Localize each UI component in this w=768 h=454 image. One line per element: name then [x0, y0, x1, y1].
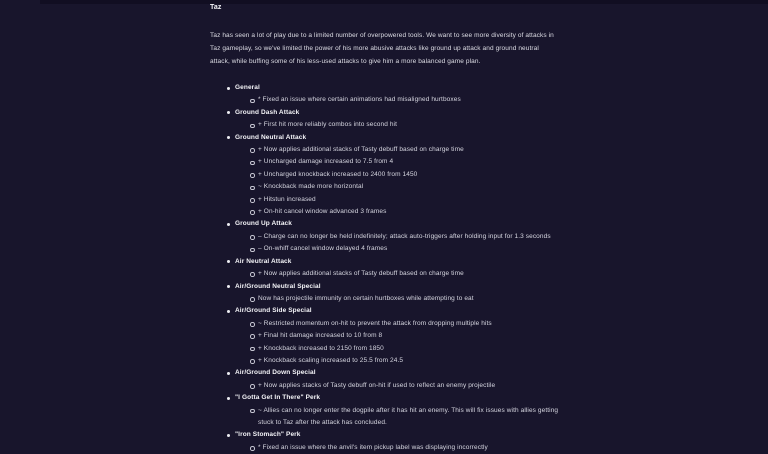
section-sublist [235, 268, 559, 280]
change-item [258, 330, 559, 342]
change-text: * Fixed an issue where the anvil's item pickup label was displaying incorrectly [258, 443, 488, 451]
change-text: + Now applies additional stacks of Tasty debuff based on charge time [258, 270, 464, 278]
section-item [235, 429, 559, 454]
change-text: * Fixed an issue where certain animations had misaligned hurtboxes [258, 96, 461, 104]
section-sublist [235, 231, 559, 256]
section-title: Ground Up Attack [235, 220, 292, 228]
section-item [235, 392, 559, 429]
section-title: Air/Ground Neutral Special [235, 282, 321, 290]
change-item [258, 169, 559, 181]
change-text: – Charge can no longer be held indefinitely; attack auto-triggers after holding input for 1.3 seconds [258, 232, 551, 240]
section-item [235, 256, 559, 281]
character-heading: Taz [210, 4, 222, 11]
changes-list [210, 82, 559, 454]
change-item [258, 194, 559, 206]
change-item [258, 442, 559, 454]
change-text: + Hitstun increased [258, 195, 316, 203]
section-sublist [235, 380, 559, 392]
section-sublist [235, 94, 559, 106]
section-title: "I Gotta Get In There" Perk [235, 394, 321, 402]
change-item [258, 318, 559, 330]
section-title: Ground Dash Attack [235, 108, 300, 116]
section-item [235, 281, 559, 306]
change-item [258, 156, 559, 168]
change-item [258, 94, 559, 106]
intro-paragraph: Taz has seen a lot of play due to a limited number of overpowered tools. We want to see more diversity of attacks in Taz gameplay, so we've limited the power of his more abusive attacks like ground up attack and ground neutral attack, while buffing some of his less-used attacks to give him a more balanced game plan. [210, 32, 554, 65]
section-item [235, 218, 559, 255]
section-item [235, 82, 559, 107]
section-sublist [235, 442, 559, 454]
section-title: Air/Ground Side Special [235, 307, 312, 315]
section-title: General [235, 84, 260, 91]
change-text: + Uncharged knockback increased to 2400 from 1450 [258, 170, 418, 178]
section-sublist [235, 318, 559, 368]
change-text: ~ Restricted momentum on-hit to prevent the attack from dropping multiple hits [258, 319, 492, 327]
section-title: "Iron Stomach" Perk [235, 431, 301, 439]
change-item [258, 343, 559, 355]
change-item [258, 231, 559, 243]
change-text: + Now applies stacks of Tasty debuff on-hit if used to reflect an enemy projectile [258, 381, 496, 389]
section-sublist [235, 405, 559, 430]
change-text: + On-hit cancel window advanced 3 frames [258, 208, 387, 216]
section-title: Air Neutral Attack [235, 257, 292, 265]
change-item [258, 293, 559, 305]
change-text: Now has projectile immunity on certain hurtboxes while attempting to eat [258, 294, 474, 302]
change-item [258, 119, 559, 131]
change-item [258, 243, 559, 255]
change-text: + Now applies additional stacks of Tasty debuff based on charge time [258, 146, 464, 154]
change-item [258, 144, 559, 156]
change-text: + Final hit damage increased to 10 from 8 [258, 332, 383, 340]
change-text: – On-whiff cancel window delayed 4 frames [258, 245, 388, 253]
section-sublist [235, 144, 559, 218]
change-item [258, 405, 559, 430]
section-item [235, 107, 559, 132]
change-item [258, 380, 559, 392]
section-title: Air/Ground Down Special [235, 369, 316, 377]
section-item [235, 367, 559, 392]
change-text: + First hit more reliably combos into second hit [258, 121, 398, 129]
change-text: ~ Allies can no longer enter the dogpile after it has hit an enemy. This will fix issues with allies getting stuck to Taz after the attack has concluded. [258, 406, 559, 426]
section-sublist [235, 293, 559, 305]
patch-notes-article [210, 0, 559, 454]
section-sublist [235, 119, 559, 131]
section-title: Ground Neutral Attack [235, 133, 307, 141]
change-item [258, 355, 559, 367]
section-item [235, 132, 559, 219]
change-text: + Knockback increased to 2150 from 1850 [258, 344, 384, 352]
change-item [258, 268, 559, 280]
change-text: + Uncharged damage increased to 7.5 from 4 [258, 158, 394, 166]
change-item [258, 206, 559, 218]
change-item [258, 181, 559, 193]
change-text: ~ Knockback made more horizontal [258, 183, 364, 191]
section-item [235, 305, 559, 367]
change-text: + Knockback scaling increased to 25.5 from 24.5 [258, 356, 404, 364]
